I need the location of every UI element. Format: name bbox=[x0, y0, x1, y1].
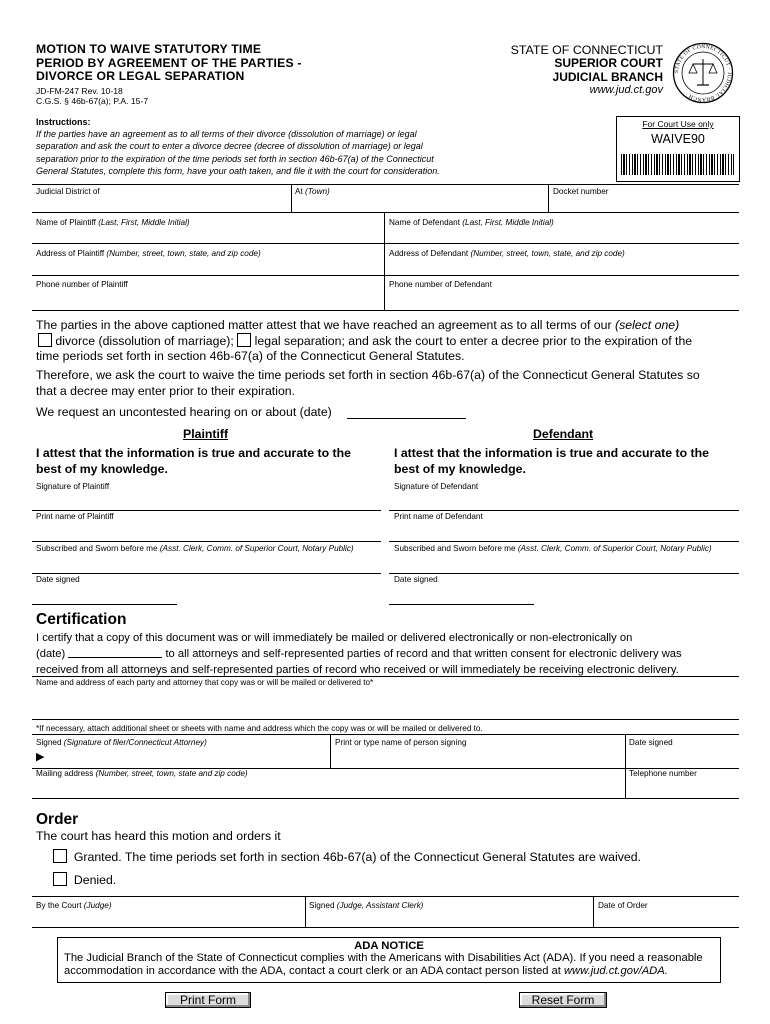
town-hint: (Town) bbox=[305, 187, 330, 196]
defendant-name-hint: (Last, First, Middle Initial) bbox=[462, 218, 554, 227]
filer-date-signed-field[interactable] bbox=[629, 738, 673, 747]
denied-checkbox[interactable] bbox=[53, 872, 67, 886]
ada-line-2-text: accommodation in accordance with the ADA, contact a court clerk or an ADA contact person listed at bbox=[64, 965, 561, 977]
ada-notice-box bbox=[57, 937, 721, 983]
svg-text:STATE OF CONNECTICUT · JUDICIA: STATE OF CONNECTICUT · JUDICIAL BRANCH · bbox=[673, 43, 733, 103]
footnote: *If necessary, attach additional sheet or sheets with name and address which the copy was or will be mailed or delivered to. bbox=[36, 724, 483, 733]
denied-label: Denied. bbox=[73, 873, 117, 887]
mailing-address-field[interactable] bbox=[36, 769, 248, 778]
court-use-label: For Court Use only bbox=[642, 119, 714, 129]
judicial-district-field[interactable] bbox=[36, 187, 100, 196]
filer-signed-label: Signed bbox=[36, 738, 62, 747]
plaintiff-heading: Plaintiff bbox=[183, 427, 229, 441]
reset-form-button[interactable]: Reset Form bbox=[519, 992, 607, 1008]
plaintiff-address-label: Address of Plaintiff bbox=[36, 249, 105, 258]
plaintiff-date-signed-label: Date signed bbox=[36, 575, 80, 584]
defendant-date-signed-label: Date signed bbox=[394, 575, 438, 584]
defendant-name-label: Name of Defendant bbox=[389, 218, 461, 227]
defendant-address-field[interactable] bbox=[389, 249, 625, 258]
filer-signed-hint: (Signature of filer/Connecticut Attorney) bbox=[63, 738, 207, 747]
defendant-print-name-field[interactable] bbox=[394, 512, 483, 521]
town-prefix: At bbox=[295, 187, 303, 196]
certification-line: received from all attorneys and self-represented parties of record who received or will immediately be receiving electronic delivery. bbox=[36, 664, 679, 676]
certification-text bbox=[36, 630, 682, 678]
divorce-label: divorce (dissolution of marriage); bbox=[55, 334, 234, 348]
legal-separation-label: legal separation; and ask the court to enter a decree prior to the expiration of the bbox=[254, 334, 693, 348]
judicial-seal-icon bbox=[672, 42, 734, 104]
ada-heading: ADA NOTICE bbox=[354, 940, 424, 952]
statute-reference: C.G.S. § 46b-67(a); P.A. 15-7 bbox=[36, 96, 149, 106]
certification-line bbox=[36, 646, 682, 662]
plaintiff-name-hint: (Last, First, Middle Initial) bbox=[98, 218, 190, 227]
mailing-label: Mailing address bbox=[36, 769, 94, 778]
court-header bbox=[443, 43, 663, 97]
ada-link[interactable]: www.jud.ct.gov/ADA. bbox=[563, 965, 668, 977]
cert-date-field[interactable] bbox=[68, 647, 162, 658]
instructions-line: If the parties have an agreement as to all terms of their divorce (dissolution of marriage) or legal bbox=[36, 129, 417, 139]
select-one-hint: (select one) bbox=[614, 318, 680, 332]
defendant-address-hint: (Number, street, town, state, and zip code) bbox=[470, 249, 625, 258]
order-denied-row bbox=[53, 872, 116, 887]
defendant-print-name-label: Print name of Defendant bbox=[394, 512, 483, 521]
filer-signature-field[interactable] bbox=[36, 738, 207, 747]
plaintiff-name-label: Name of Plaintiff bbox=[36, 218, 96, 227]
judicial-district-label: Judicial District of bbox=[36, 187, 100, 196]
granted-checkbox[interactable] bbox=[53, 849, 67, 863]
docket-label: Docket number bbox=[553, 187, 609, 196]
agreement-line-4: Therefore, we ask the court to waive the time periods set forth in section 46b-67(a) of the Connecticut General Statutes so bbox=[36, 368, 700, 382]
defendant-signature-label: Signature of Defendant bbox=[394, 482, 479, 491]
court-use-code: WAIVE90 bbox=[651, 132, 705, 146]
defendant-attest-line: best of my knowledge. bbox=[394, 461, 526, 476]
certification-line: I certify that a copy of this document was or will immediately be mailed or delivered electronically or non-electronically on bbox=[36, 632, 633, 644]
plaintiff-sworn-label: Subscribed and Sworn before me bbox=[36, 544, 158, 553]
plaintiff-address-field[interactable] bbox=[36, 249, 261, 258]
telephone-field[interactable] bbox=[629, 769, 697, 778]
judge-signed-hint: (Judge, Assistant Clerk) bbox=[336, 901, 424, 910]
print-type-name-field[interactable] bbox=[335, 738, 467, 747]
cert-line-2-rest: to all attorneys and self-represented parties of record and that written consent for electronic delivery was bbox=[165, 648, 682, 660]
plaintiff-signature-field[interactable] bbox=[36, 482, 109, 491]
legal-separation-checkbox[interactable] bbox=[237, 333, 251, 347]
town-field[interactable] bbox=[295, 187, 330, 196]
plaintiff-sworn-field[interactable] bbox=[36, 544, 354, 553]
defendant-phone-label: Phone number of Defendant bbox=[389, 280, 492, 289]
date-of-order-label: Date of Order bbox=[598, 901, 648, 910]
granted-label: Granted. The time periods set forth in section 46b-67(a) of the Connecticut General Statutes are waived. bbox=[73, 850, 641, 864]
defendant-date-signed-field[interactable] bbox=[394, 575, 438, 584]
defendant-name-field[interactable] bbox=[389, 218, 554, 227]
agreement-intro: The parties in the above captioned matter attest that we have reached an agreement as to all terms of our bbox=[36, 318, 612, 332]
defendant-sworn-label: Subscribed and Sworn before me bbox=[394, 544, 516, 553]
defendant-attestation bbox=[394, 446, 709, 477]
date-of-order-field[interactable] bbox=[598, 901, 648, 910]
plaintiff-phone-field[interactable] bbox=[36, 280, 128, 289]
judge-signed-field[interactable] bbox=[309, 901, 423, 910]
instructions-line: separation prior to the expiration of the time periods set forth in section 46b-67(a) of the Connecticut bbox=[36, 153, 434, 164]
instructions-heading: Instructions: bbox=[36, 117, 91, 127]
order-granted-row bbox=[53, 849, 641, 864]
defendant-signature-field[interactable] bbox=[394, 482, 478, 491]
agreement-line-2 bbox=[38, 333, 692, 348]
plaintiff-phone-label: Phone number of Plaintiff bbox=[36, 280, 128, 289]
state-name: STATE OF CONNECTICUT bbox=[510, 43, 663, 57]
signature-arrow-icon: ▶ bbox=[36, 751, 45, 763]
filer-date-label: Date signed bbox=[629, 738, 673, 747]
instructions-line: General Statutes, complete this form, have your oath taken, and file it with the court for consideration. bbox=[36, 165, 440, 176]
defendant-attest-line: I attest that the information is true and accurate to the bbox=[394, 446, 709, 460]
agreement-line-1 bbox=[36, 318, 679, 332]
defendant-sworn-hint: (Asst. Clerk, Comm. of Superior Court, Notary Public) bbox=[517, 544, 712, 553]
print-form-button[interactable]: Print Form bbox=[165, 992, 251, 1008]
defendant-address-label: Address of Defendant bbox=[389, 249, 469, 258]
hearing-request: We request an uncontested hearing on or about (date) bbox=[36, 405, 332, 419]
telephone-label: Telephone number bbox=[629, 769, 697, 778]
plaintiff-attestation bbox=[36, 446, 351, 477]
divorce-checkbox[interactable] bbox=[38, 333, 52, 347]
court-name: SUPERIOR COURT bbox=[554, 56, 663, 70]
plaintiff-print-name-label: Print name of Plaintiff bbox=[36, 512, 114, 521]
order-heading: Order bbox=[36, 811, 79, 828]
judge-signed-label: Signed bbox=[309, 901, 335, 910]
defendant-sworn-field[interactable] bbox=[394, 544, 712, 553]
by-court-hint: (Judge) bbox=[83, 901, 112, 910]
plaintiff-attest-line: best of my knowledge. bbox=[36, 461, 168, 476]
by-court-label: By the Court bbox=[36, 901, 82, 910]
barcode bbox=[621, 154, 734, 175]
cert-date-prefix: (date) bbox=[36, 648, 66, 660]
form-title-line: PERIOD BY AGREEMENT OF THE PARTIES - bbox=[36, 55, 302, 70]
plaintiff-signature-label: Signature of Plaintiff bbox=[36, 482, 110, 491]
print-type-label: Print or type name of person signing bbox=[335, 738, 467, 747]
by-court-field[interactable] bbox=[36, 901, 112, 910]
plaintiff-date-signed-field[interactable] bbox=[36, 575, 80, 584]
docket-number-field[interactable] bbox=[553, 187, 609, 196]
ada-line-1: The Judicial Branch of the State of Connecticut complies with the Americans with Disabilities Act (ADA). If you need a reasonable bbox=[64, 952, 703, 964]
court-use-box bbox=[616, 116, 740, 182]
plaintiff-name-field[interactable] bbox=[36, 218, 190, 227]
form-title bbox=[36, 43, 302, 84]
name-address-field[interactable] bbox=[36, 678, 373, 687]
certification-heading: Certification bbox=[36, 611, 127, 628]
instructions-line: separation and ask the court to enter a divorce decree (decree of dissolution of marriage) or legal bbox=[36, 141, 423, 152]
form-number: JD-FM-247 Rev. 10-18 bbox=[36, 86, 123, 96]
branch-name: JUDICIAL BRANCH bbox=[552, 69, 663, 84]
ada-line-2 bbox=[64, 965, 720, 978]
plaintiff-address-hint: (Number, street, town, state, and zip code) bbox=[106, 249, 261, 258]
plaintiff-sworn-hint: (Asst. Clerk, Comm. of Superior Court, Notary Public) bbox=[159, 544, 354, 553]
name-address-label: Name and address of each party and attorney that copy was or will be mailed or delivered to* bbox=[36, 678, 374, 687]
order-intro: The court has heard this motion and orders it bbox=[36, 829, 281, 843]
website: www.jud.ct.gov bbox=[589, 84, 663, 96]
hearing-date-field[interactable] bbox=[347, 418, 466, 419]
form-title-line: MOTION TO WAIVE STATUTORY TIME bbox=[36, 42, 262, 56]
agreement-line-5: that a decree may enter prior to their expiration. bbox=[36, 384, 296, 398]
mailing-hint: (Number, street, town, state and zip code) bbox=[95, 769, 248, 778]
agreement-line-3: time periods set forth in section 46b-67(a) of the Connecticut General Statutes. bbox=[36, 349, 465, 363]
plaintiff-attest-line: I attest that the information is true and accurate to the bbox=[36, 446, 351, 460]
defendant-heading: Defendant bbox=[533, 427, 594, 441]
instructions-text bbox=[36, 128, 516, 177]
plaintiff-print-name-field[interactable] bbox=[36, 512, 114, 521]
form-title-line: DIVORCE OR LEGAL SEPARATION bbox=[36, 69, 245, 83]
defendant-phone-field[interactable] bbox=[389, 280, 492, 289]
